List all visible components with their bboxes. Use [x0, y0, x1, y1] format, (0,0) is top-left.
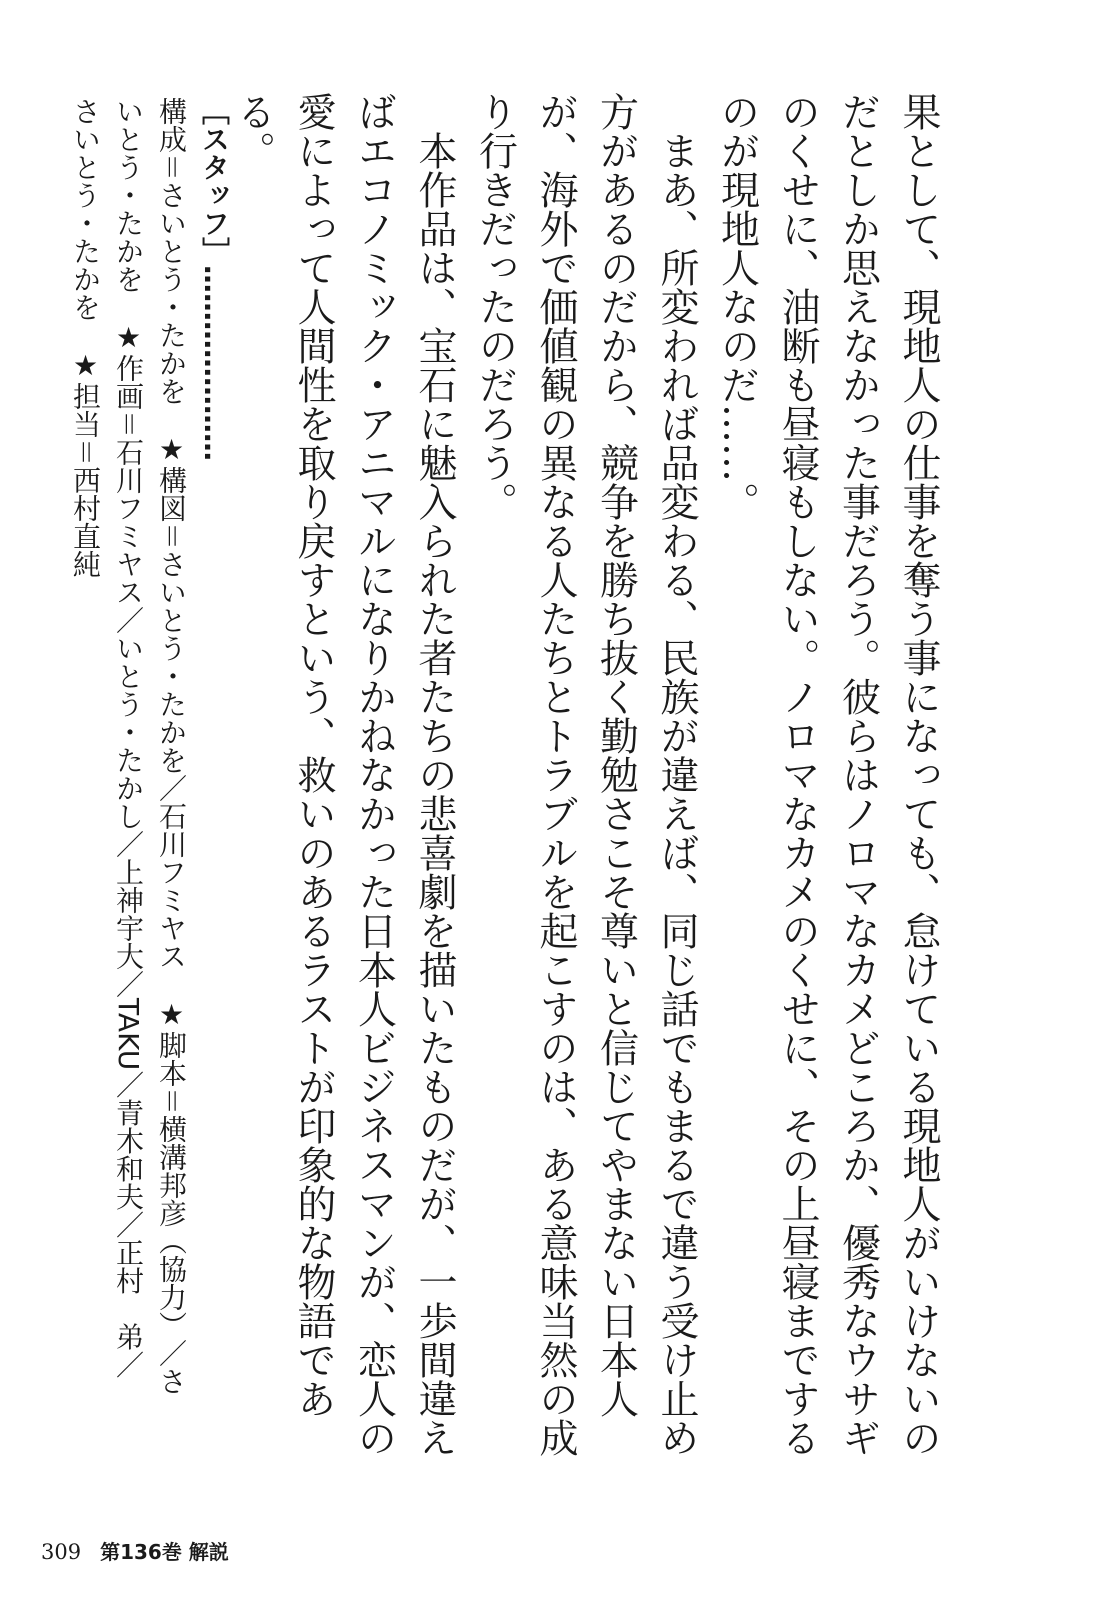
page-number: 309 [41, 1540, 82, 1564]
section-title: 第136巻 解説 [100, 1540, 229, 1564]
paragraph-1: 果として、現地人の仕事を奪う事になっても、怠けている現地人がいけないのだとしか思えなかった事だろう。彼らはノロマなカメどころか、優秀なウサギのくせに、油断も昼寝もしない。ノロマなカメのくせに、その上昼寝までするのが現地人なのだ……。 [714, 92, 941, 1457]
commentary-body [222, 92, 948, 1462]
paragraph-3: 本作品は、宝石に魅入られた者たちの悲喜劇を描いたものだが、一歩間違えばエコノミック・アニマルになりかねなかった日本人ビジネスマンが、恋人の愛によって人間性を取り戻すという、救いのあるラストが印象的な物語である。 [230, 92, 457, 1457]
staff-line-1: 構成＝さいとう・たかを ★構図＝さいとう・たかを／石川フミヤス ★脚本＝横溝邦彦（協力）／さ [155, 97, 188, 1396]
staff-heading: ［スタッフ］………………… [198, 97, 231, 461]
staff-credits [64, 97, 236, 1477]
staff-line-2: いとう・たかを ★作画＝石川フミヤス／いとう・たかし／上神宇大／TAKU／青木和夫／正村 弟／ [112, 97, 145, 1379]
paragraph-2: まあ、所変われば品変わる、民族が違えば、同じ話でもまるで違う受け止め方があるのだから、競争を勝ち抜く勤勉さこそ尊いと信じてやまない日本人が、海外で価値観の異なる人たちとトラブルを起こすのは、ある意味当然の成り行きだったのだろう。 [472, 92, 699, 1457]
page-footer [41, 1536, 229, 1565]
staff-line-3: さいとう・たかを ★担当＝西村直純 [69, 97, 102, 579]
